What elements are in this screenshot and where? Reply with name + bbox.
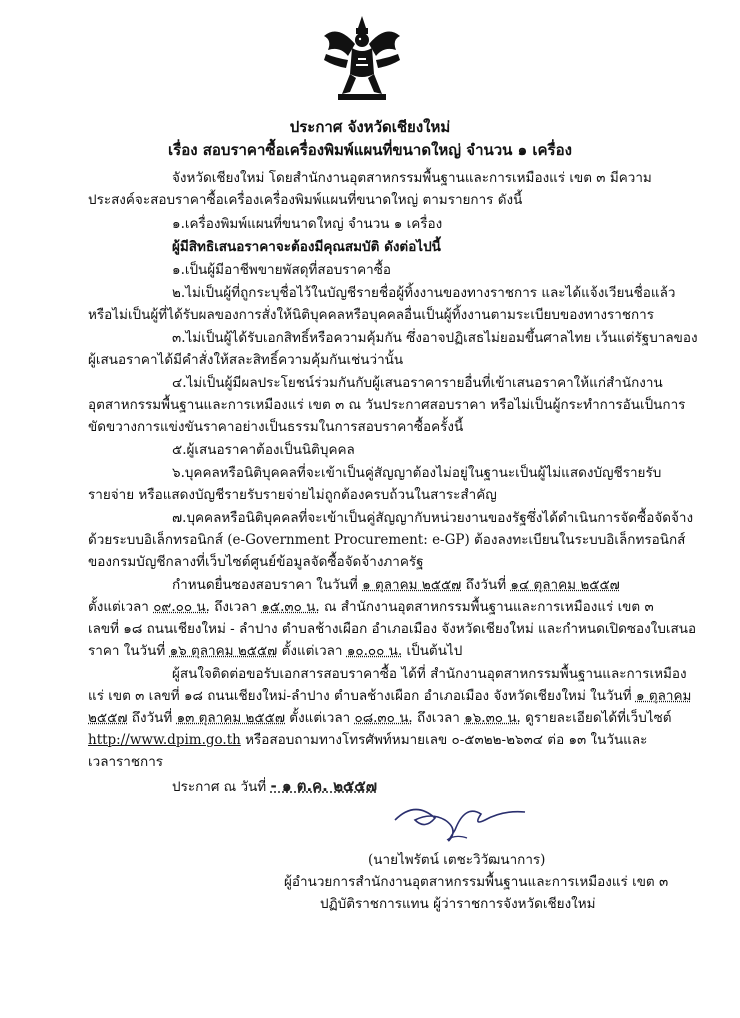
announcement-date-line <box>172 776 377 797</box>
qualification-heading: ผู้มีสิทธิเสนอราคาจะต้องมีคุณสมบัติ ดังต่อไปนี้ <box>172 239 441 255</box>
submission-line-3: เลขที่ ๑๘ ถนนเชียงใหม่ - ลำปาง ตำบลช้างเผือก อำเภอเมือง จังหวัดเชียงใหม่ และกำหนดเปิดซองใบเสนอ <box>88 621 697 637</box>
qualification-2-line-1: ๒.ไม่เป็นผู้ที่ถูกระบุชื่อไว้ในบัญชีรายชื่อผู้ทิ้งงานของทางราชการ และได้แจ้งเวียนชื่อแล้ว <box>172 285 676 301</box>
qualification-4-line-3: ขัดขวางการแข่งขันราคาอย่างเป็นธรรมในการสอบราคาซื้อครั้งนี้ <box>88 419 464 435</box>
submission-end-date: ๑๔ ตุลาคม ๒๕๕๗ <box>510 577 620 593</box>
qualification-2-line-2: หรือไม่เป็นผู้ที่ได้รับผลของการสั่งให้นิติบุคคลหรือบุคคลอื่นเป็นผู้ทิ้งงานตามระเบียบของทางราชการ <box>88 307 655 323</box>
document-start-year: ๒๕๕๗ <box>88 710 128 726</box>
submission-label: กำหนดยื่นซองสอบราคา ในวันที่ <box>172 577 358 593</box>
contact-line-3 <box>88 708 672 728</box>
opening-time: ๑๐.๐๐ น. <box>346 643 403 659</box>
document-until-label: ถึงวันที่ <box>131 710 173 726</box>
opening-from-label: ตั้งแต่เวลา <box>281 643 343 659</box>
contact-line-5: เวลาราชการ <box>88 754 164 770</box>
contact-line-1: ผู้สนใจติดต่อขอรับเอกสารสอบราคาซื้อ ได้ที่ สำนักงานอุตสาหกรรมพื้นฐานและการเหมือง <box>172 666 687 682</box>
qualification-4-line-2: อุตสาหกรรมพื้นฐานและการเหมืองแร่ เขต ๓ ณ วันประกาศสอบราคา หรือไม่เป็นผู้กระทำการอันเป็นการ <box>88 397 686 413</box>
until-label: ถึงวันที่ <box>465 577 507 593</box>
qualification-4-line-1: ๔.ไม่เป็นผู้มีผลประโยชน์ร่วมกันกับผู้เสนอราคารายอื่นที่เข้าเสนอราคาให้แก่สำนักงาน <box>172 375 663 391</box>
qualification-3-line-1: ๓.ไม่เป็นผู้ได้รับเอกสิทธิ์หรือความคุ้มกัน ซึ่งอาจปฏิเสธไม่ยอมขึ้นศาลไทย เว้นแต่รัฐบาลของ <box>172 330 698 346</box>
submission-start-time: ๐๙.๐๐ น. <box>153 599 210 615</box>
submission-line-1 <box>172 575 620 595</box>
contact-address: แร่ เขต ๓ เลขที่ ๑๘ ถนนเชียงใหม่-ลำปาง ตำบลช้างเผือก อำเภอเมือง จังหวัดเชียงใหม่ ในวันที่ <box>88 688 632 704</box>
qualification-7-line-1: ๗.บุคคลหรือนิติบุคคลที่จะเข้าเป็นคู่สัญญากับหน่วยงานของรัฐซึ่งได้ดำเนินการจัดซื้อจัดจ้าง <box>172 510 694 526</box>
contact-line-4 <box>88 730 647 750</box>
website-link[interactable]: http://www.dpim.go.th <box>88 732 241 748</box>
document-start-date: ๑ ตุลาคม <box>635 688 692 704</box>
garuda-seal-icon <box>318 14 406 104</box>
qualification-5: ๕.ผู้เสนอราคาต้องเป็นนิติบุคคล <box>172 442 355 458</box>
announcement-date: - ๑ ต.ค. ๒๕๕๗ <box>270 777 377 795</box>
submission-place: ณ สำนักงานอุตสาหกรรมพื้นฐานและการเหมืองแร่ เขต ๓ <box>323 599 654 615</box>
qualification-1: ๑.เป็นผู้มีอาชีพขายพัสดุที่สอบราคาซื้อ <box>172 262 391 278</box>
to-time-label: ถึงเวลา <box>214 599 258 615</box>
document-start-time: ๐๘.๓๐ น. <box>354 710 413 726</box>
contact-line-2 <box>88 686 691 706</box>
signer-acting-for: ปฏิบัติราชการแทน ผู้ว่าราชการจังหวัดเชียงใหม่ <box>320 896 596 912</box>
signer-position: ผู้อำนวยการสำนักงานอุตสาหกรรมพื้นฐานและการเหมืองแร่ เขต ๓ <box>284 874 669 890</box>
qualification-3-line-2: ผู้เสนอราคาได้มีคำสั่งให้สละสิทธิ์ความคุ้มกันเช่นว่านั้น <box>88 352 404 368</box>
document-end-time: ๑๖.๓๐ น. <box>464 710 521 726</box>
phone-info: หรือสอบถามทางโทรศัพท์หมายเลข ๐-๕๓๒๒-๒๖๓๔ ต่อ ๑๓ ในวันและ <box>245 732 648 748</box>
announcement-subject: เรื่อง สอบราคาซื้อเครื่องพิมพ์แผนที่ขนาดใหญ่ จำนวน ๑ เครื่อง <box>168 141 572 159</box>
details-label: ดูรายละเอียดได้ที่เว็บไซต์ <box>525 710 672 726</box>
announcement-title: ประกาศ จังหวัดเชียงใหม่ <box>289 118 451 136</box>
qualification-7-line-3: ของกรมบัญชีกลางที่เว็บไซต์ศูนย์ข้อมูลจัดซื้อจัดจ้างภาครัฐ <box>88 554 424 570</box>
document-end-date: ๑๓ ตุลาคม ๒๕๕๗ <box>176 710 285 726</box>
document-from-label: ตั้งแต่เวลา <box>289 710 351 726</box>
opening-date: ๑๖ ตุลาคม ๒๕๕๗ <box>169 643 278 659</box>
opening-onward: เป็นต้นไป <box>406 643 463 659</box>
date-label: ประกาศ ณ วันที่ <box>172 779 267 795</box>
signer-name: (นายไพรัตน์ เตชะวิวัฒนาการ) <box>368 852 546 868</box>
submission-end-time: ๑๕.๓๐ น. <box>261 599 320 615</box>
qualification-6-line-1: ๖.บุคคลหรือนิติบุคคลที่จะเข้าเป็นคู่สัญญาต้องไม่อยู่ในฐานะเป็นผู้ไม่แสดงบัญชีรายรับ <box>172 465 662 481</box>
qualification-6-line-2: รายจ่าย หรือแสดงบัญชีรายรับรายจ่ายไม่ถูกต้องครบถ้วนในสาระสำคัญ <box>88 487 497 503</box>
qualification-7-line-2: ด้วยระบบอิเล็กทรอนิกส์ (e-Government Procurement: e-GP) ต้องลงทะเบียนในระบบอิเล็กทรอนิกส์ <box>88 532 686 548</box>
item-1: ๑.เครื่องพิมพ์แผนที่ขนาดใหญ่ จำนวน ๑ เครื่อง <box>172 216 443 232</box>
opening-label: ราคา ในวันที่ <box>88 643 166 659</box>
from-time-label: ตั้งแต่เวลา <box>88 599 149 615</box>
submission-start-date: ๑ ตุลาคม ๒๕๕๗ <box>362 577 462 593</box>
signature-icon <box>385 790 535 850</box>
submission-line-4 <box>88 641 462 661</box>
intro-line-1: จังหวัดเชียงใหม่ โดยสำนักงานอุตสาหกรรมพื้นฐานและการเหมืองแร่ เขต ๓ มีความ <box>172 170 652 186</box>
document-to-label: ถึงเวลา <box>417 710 460 726</box>
submission-line-2 <box>88 597 654 617</box>
intro-line-2: ประสงค์จะสอบราคาซื้อเครื่องเครื่องพิมพ์แผนที่ขนาดใหญ่ ตามรายการ ดังนี้ <box>88 192 523 208</box>
